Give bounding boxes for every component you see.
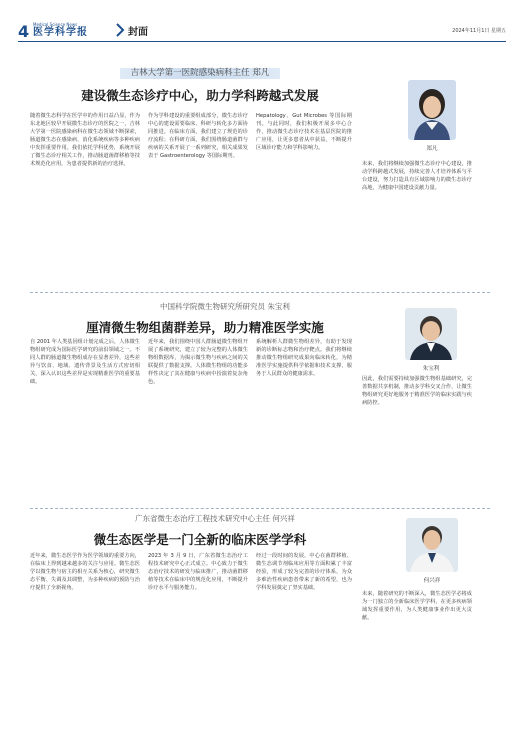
issue-date: 2024年11月1日 星期五 <box>452 28 506 34</box>
article3-column-2: 2023 年 3 月 9 日，广东省微生态治疗工程技术研究中心正式成立。中心致力于微生态治疗技术的研发与临床推广，推动菌群移植等技术在临床中的规范化应用，不断提升诊疗水平与服务能力。 <box>148 553 248 591</box>
brand-english: Medical Science News <box>33 22 78 27</box>
article2-author-photo <box>405 308 457 360</box>
article1-kicker: 吉林大学第一医院感染病科主任 郑凡 <box>120 68 280 79</box>
article2-kicker: 中国科学院微生物研究所研究员 朱宝利 <box>160 302 290 311</box>
section-name: 封面 <box>128 27 148 38</box>
masthead-rule <box>18 41 506 42</box>
article1-author-name: 郑凡 <box>426 146 438 152</box>
article3-headline: 微生态医学是一门全新的临床医学学科 <box>93 532 307 547</box>
article1-column-3: Hepatology、Gut Microbes 等国际期刊。与此同时，我们积极开展多中心合作，推动微生态诊疗技术在基层医院的推广应用，让更多患者从中获益，不断提升区域诊疗能力和学科影响力。 <box>256 113 352 151</box>
article3-author-photo <box>406 518 458 572</box>
article2-author-name: 朱宝利 <box>422 366 440 372</box>
article3-column-3: 经过一段时间的发展，中心在菌群移植、微生态调节剂临床应用等方面积累了丰富经验，形成了较为完善的诊疗体系，为众多难治性疾病患者带来了新的希望，也为学科发展奠定了坚实基础。 <box>256 553 352 591</box>
masthead <box>18 20 506 42</box>
article3-kicker: 广东省微生态治疗工程技术研究中心主任 何兴祥 <box>135 514 295 523</box>
article1-column-2: 作为学科建设的重要组成部分，微生态诊疗中心的建设需要临床、科研与转化多方面协同推进。在临床方面，我们建立了规范的诊疗流程；在科研方面，我们围绕肠道菌群与疾病的关系开展了一系列研究，相关成果发表于 Gastroenterology 等国际期刊。 <box>148 113 248 159</box>
article2-column-4: 因此，我们需要持续加强微生物组基础研究，完善数据共享机制，推动多学科交叉合作，让微生物组研究更好地服务于精准医学的临床实践与疾病防控。 <box>362 376 472 406</box>
section-divider <box>30 508 490 509</box>
chevron-right-icon <box>115 23 125 37</box>
article2-headline: 厘清微生物组菌群差异，助力精准医学实施 <box>86 320 324 335</box>
article3-author-name: 何兴祥 <box>423 578 441 584</box>
article3-column-4: 未来，随着研究的不断深入，微生态医学必将成为一门独立的全新临床医学学科，在更多疾病领域发挥重要作用，为人类健康事业作出更大贡献。 <box>362 591 472 621</box>
article1-column-1: 随着微生态科学在医学中的作用日益凸显，作为东北地区较早开展微生态诊疗的医院之一，吉林大学第一医院感染病科在微生态领域不断探索，肠道微生态在感染病、消化系统疾病等多种疾病中发挥重要作用。我们依托学科优势，系统开展了微生态诊疗相关工作，推动肠道菌群移植等技术规范化应用，为患者提供新的治疗选择。 <box>30 113 140 167</box>
brand-chinese: 医学科学报 <box>33 27 88 38</box>
article2-column-2: 近年来，我们围绕中国人群肠道微生物组开展了系统研究，建立了较为完整的人体微生物组数据库，为揭示微生物与疾病之间的关联提供了数据支撑。人体微生物组的功能多样性决定了其在健康与疾病中扮演着复杂角色。 <box>148 339 248 385</box>
article1-author-photo <box>408 80 456 140</box>
article1-column-4: 未来，我们将继续加强微生态诊疗中心建设，推动学科跨越式发展，持续完善人才培养体系与平台建设，努力打造具有区域影响力的微生态诊疗高地，为健康中国建设贡献力量。 <box>362 161 472 191</box>
newspaper-logo <box>33 22 113 38</box>
page-number: 4 <box>18 22 30 41</box>
article2-column-1: 自 2001 年人类基因组计划完成之后，人体微生物组研究成为国际医学研究的前沿领域之一。不同人群的肠道微生物组成存在显著差异，这些差异与饮食、地域、遗传背景及生活方式密切相关，深入认识这些差异是实现精准医学的重要基础。 <box>30 339 140 385</box>
section-divider <box>30 292 490 293</box>
article2-column-3: 系统解析人群微生物组差异，有助于发现新的诊断标志物和治疗靶点。我们将继续推动微生物组研究成果向临床转化，为精准医学实施提供科学依据和技术支撑，服务于人民群众的健康需求。 <box>256 339 352 377</box>
article1-headline: 建设微生态诊疗中心，助力学科跨越式发展 <box>81 88 319 103</box>
article3-column-1: 近年来，微生态医学作为医学领域的重要方向，在临床上得到越来越多的关注与应用。微生态医学以微生物与宿主的相互关系为核心，研究微生态平衡、失调及其调整，为多种疾病的预防与治疗提供了全新视角。 <box>30 553 140 591</box>
